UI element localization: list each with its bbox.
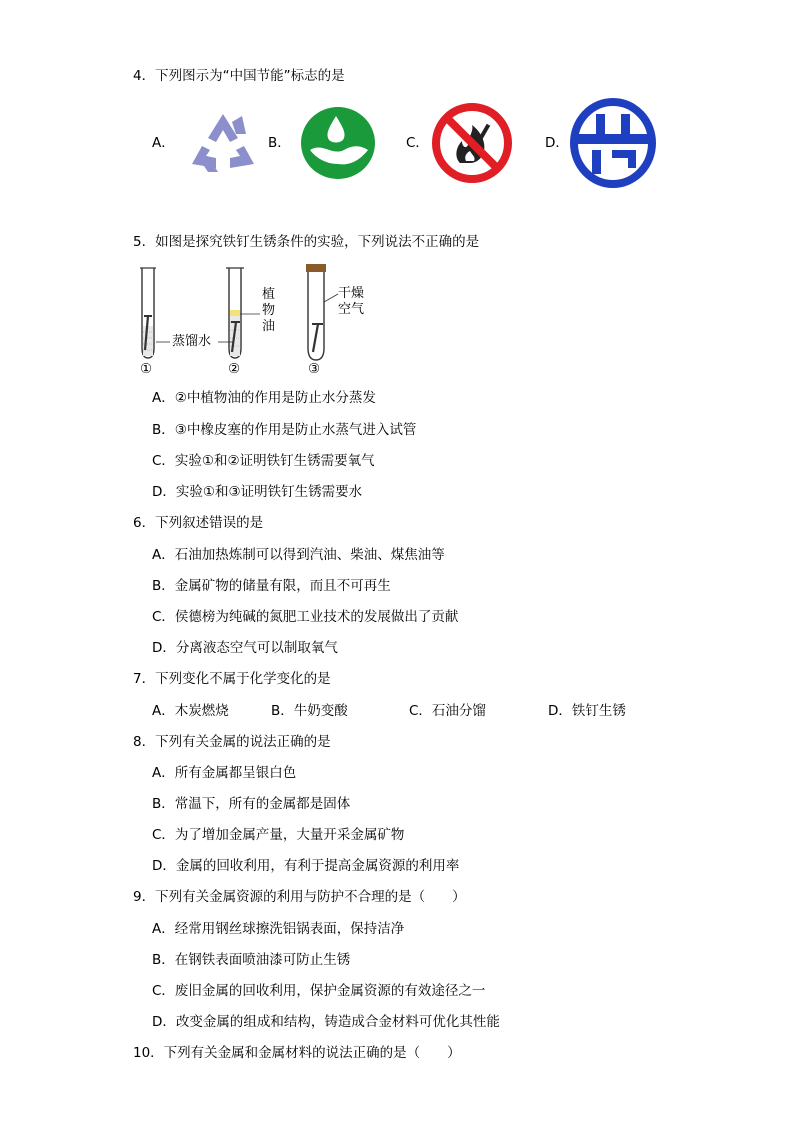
q4-option-a-label: A． bbox=[152, 135, 175, 151]
test-tube-1 bbox=[140, 268, 156, 358]
question-4-stem: 4．下列图示为“中国节能”标志的是 bbox=[133, 68, 345, 84]
label-oil-1: 植 bbox=[262, 287, 276, 302]
q9-option-c: C．废旧金属的回收利用，保护金属资源的有效途径之一 bbox=[152, 983, 486, 999]
tube-label-3: ③ bbox=[308, 361, 321, 377]
q9-option-b: B．在钢铁表面喷油漆可防止生锈 bbox=[152, 952, 351, 968]
q8-option-a: A．所有金属都呈银白色 bbox=[152, 765, 297, 781]
question-10-stem: 10．下列有关金属和金属材料的说法正确的是（ ） bbox=[133, 1045, 461, 1061]
question-8-stem: 8．下列有关金属的说法正确的是 bbox=[133, 734, 331, 750]
energy-saving-icon bbox=[570, 98, 656, 188]
q9-option-d: D．改变金属的组成和结构，铸造成合金材料可优化其性能 bbox=[152, 1014, 500, 1030]
q7-option-d: D．铁钉生锈 bbox=[548, 703, 626, 719]
q5-option-a: A．②中植物油的作用是防止水分蒸发 bbox=[152, 390, 376, 406]
q5-option-b: B．③中橡皮塞的作用是防止水蒸气进入试管 bbox=[152, 422, 417, 438]
q7-option-c: C．石油分馏 bbox=[409, 703, 486, 719]
label-dry-air-2: 空气 bbox=[338, 302, 365, 317]
q7-option-a: A．木炭燃烧 bbox=[152, 703, 229, 719]
label-dry-air-1: 干燥 bbox=[338, 286, 365, 301]
tube-label-1: ① bbox=[140, 361, 153, 377]
q7-option-b: B．牛奶变酸 bbox=[271, 703, 348, 719]
q6-option-d: D．分离液态空气可以制取氧气 bbox=[152, 640, 338, 656]
q5-option-c: C．实验①和②证明铁钉生锈需要氧气 bbox=[152, 453, 375, 469]
tube-label-2: ② bbox=[228, 361, 241, 377]
q6-option-a: A．石油加热炼制可以得到汽油、柴油、煤焦油等 bbox=[152, 547, 445, 563]
question-9-stem: 9．下列有关金属资源的利用与防护不合理的是（ ） bbox=[133, 889, 466, 905]
q9-option-a: A．经常用钢丝球擦洗铝锅表面，保持洁净 bbox=[152, 921, 405, 937]
q4-option-b-label: B． bbox=[268, 135, 291, 151]
water-saving-icon bbox=[300, 106, 376, 180]
label-distilled-water: 蒸馏水 bbox=[172, 334, 212, 349]
q8-option-c: C．为了增加金属产量，大量开采金属矿物 bbox=[152, 827, 405, 843]
q4-option-c-label: C． bbox=[406, 135, 429, 151]
question-7-stem: 7．下列变化不属于化学变化的是 bbox=[133, 671, 331, 687]
q4-option-d-label: D． bbox=[545, 135, 569, 151]
q5-option-d: D．实验①和③证明铁钉生锈需要水 bbox=[152, 484, 363, 500]
label-oil-2: 物 bbox=[262, 303, 276, 318]
no-fire-icon bbox=[430, 101, 514, 185]
question-5-stem: 5．如图是探究铁钉生锈条件的实验，下列说法不正确的是 bbox=[133, 234, 480, 250]
q8-option-b: B．常温下，所有的金属都是固体 bbox=[152, 796, 351, 812]
recycle-icon bbox=[188, 110, 258, 176]
q6-option-b: B．金属矿物的储量有限，而且不可再生 bbox=[152, 578, 391, 594]
q6-option-c: C．侯德榜为纯碱的氮肥工业技术的发展做出了贡献 bbox=[152, 609, 459, 625]
q8-option-d: D．金属的回收利用，有利于提高金属资源的利用率 bbox=[152, 858, 460, 874]
label-oil-3: 油 bbox=[262, 319, 276, 334]
test-tube-2 bbox=[226, 268, 244, 358]
rusting-experiment-figure bbox=[130, 258, 380, 378]
test-tube-3 bbox=[306, 264, 326, 360]
question-6-stem: 6．下列叙述错误的是 bbox=[133, 515, 264, 531]
